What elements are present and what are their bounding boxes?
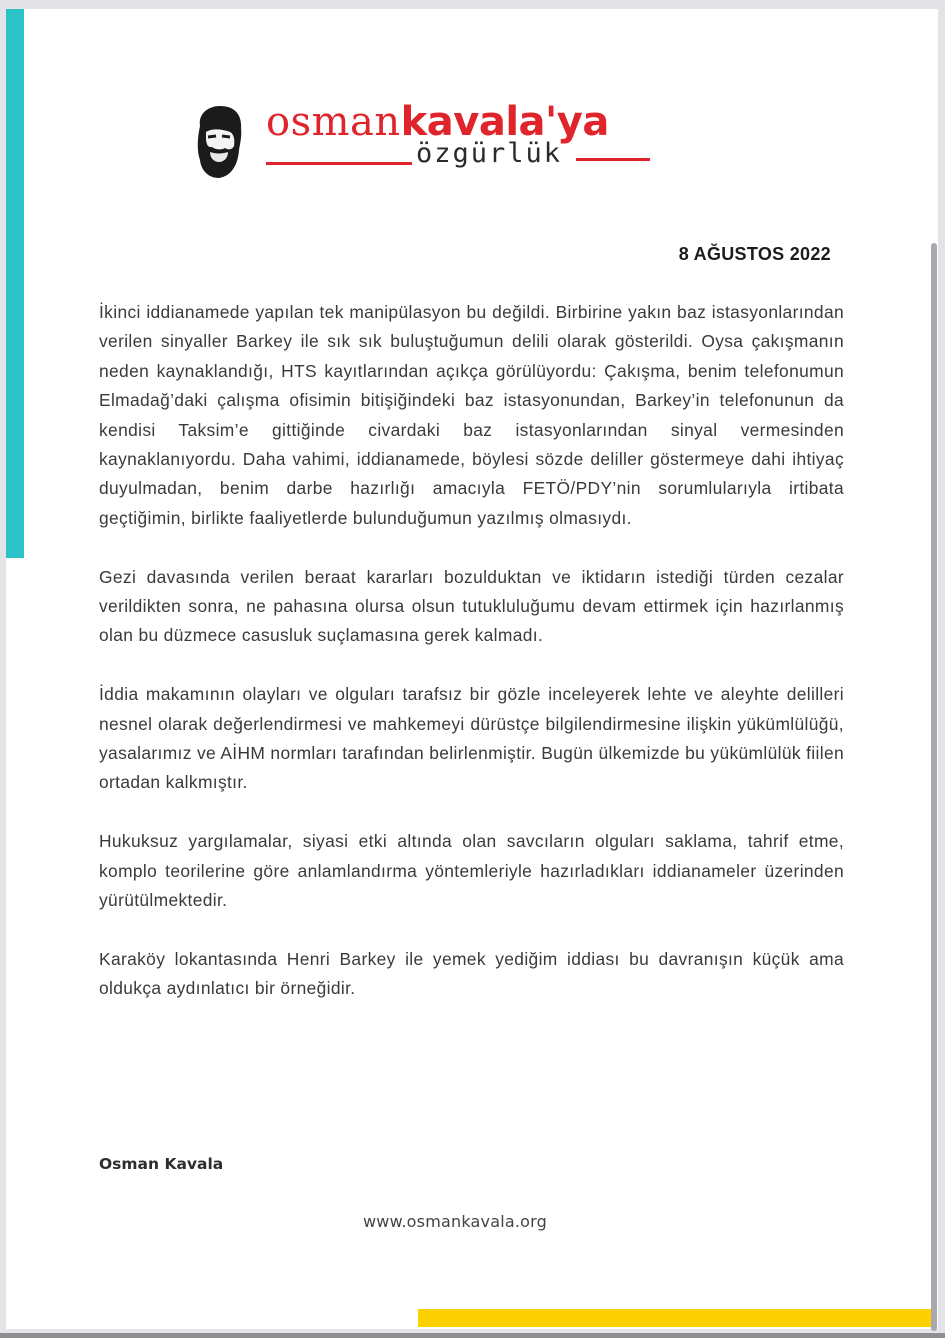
logo-wordmark — [266, 99, 609, 145]
signature: Osman Kavala — [99, 1155, 224, 1173]
vertical-scrollbar[interactable] — [931, 243, 937, 1331]
logo — [188, 100, 658, 185]
paragraph: İddia makamının olayları ve olguları tarafsız bir gözle inceleyerek lehte ve aleyhte delilleri nesnel olarak değerlendirmesi ve mahkemeyi dürüstçe bilgilendirmesine ilişkin yükümlülüğü, yasalarımız ve AİHM normları tarafından belirlenmiştir. Bugün ülkemizde bu yükümlülük fiilen ortadan kalkmıştır. — [99, 684, 844, 793]
paragraph: Gezi davasında verilen beraat kararları bozulduktan ve iktidarın istediği türden cezalar verildikten sonra, ne pahasına olursa olsun tutukluluğumu devam ettirmek için hazırlanmış olan bu düzmece casusluk suçlamasına gerek kalmadı. — [99, 566, 844, 646]
logo-tagline: özgürlük — [416, 138, 563, 169]
portrait-face-icon — [192, 104, 246, 180]
letter-body — [99, 298, 844, 1033]
window-bottom-edge — [0, 1333, 945, 1338]
logo-underline — [576, 158, 650, 161]
paragraph: Hukuksuz yargılamalar, siyasi etki altında olan savcıların olguları saklama, tahrif etme, komplo teorilerine göre anlamlandırma yöntemleriyle hazırladıkları iddianameler üzerinden yürütülmektedir. — [99, 831, 844, 911]
yellow-accent-bar — [418, 1309, 935, 1327]
website-link[interactable]: www.osmankavala.org — [363, 1212, 547, 1231]
letter-date: 8 AĞUSTOS 2022 — [678, 244, 831, 264]
paragraph: İkinci iddianamede yapılan tek manipülasyon bu değildi. Birbirine yakın baz istasyonlarından verilen sinyaller Barkey ile sık sık buluştuğumun delili olarak gösterildi. Oysa çakışmanın neden kaynaklandığı, HTS kayıtlarından açıkça görülüyordu: Çakışma, benim telefonumun Elmadağ’daki çalışma ofisimin bitişiğindeki baz istasyonundan, Barkey’in telefonunun da kendisi Taksim’e gittiğinde civardaki baz istasyonlarından sinyal vermesinden kaynaklanıyordu. Daha vahimi, iddianamede, böylesi sözde deliller göstermeye dahi ihtiyaç duyulmadan, benim darbe hazırlığı amacıyla FETÖ/PDY’nin sorumlularıyla irtibata geçtiğimin, birlikte faaliyetlerde bulunduğumun yazılmış olmasıydı. — [99, 302, 844, 528]
logo-text-bold: kavala'ya — [400, 99, 609, 145]
logo-text-light: osman — [266, 99, 401, 145]
teal-accent-bar — [6, 9, 24, 558]
paragraph: Karaköy lokantasında Henri Barkey ile yemek yediğim iddiası bu davranışın küçük ama oldukça aydınlatıcı bir örneğidir. — [99, 948, 844, 999]
logo-underline — [266, 162, 412, 165]
